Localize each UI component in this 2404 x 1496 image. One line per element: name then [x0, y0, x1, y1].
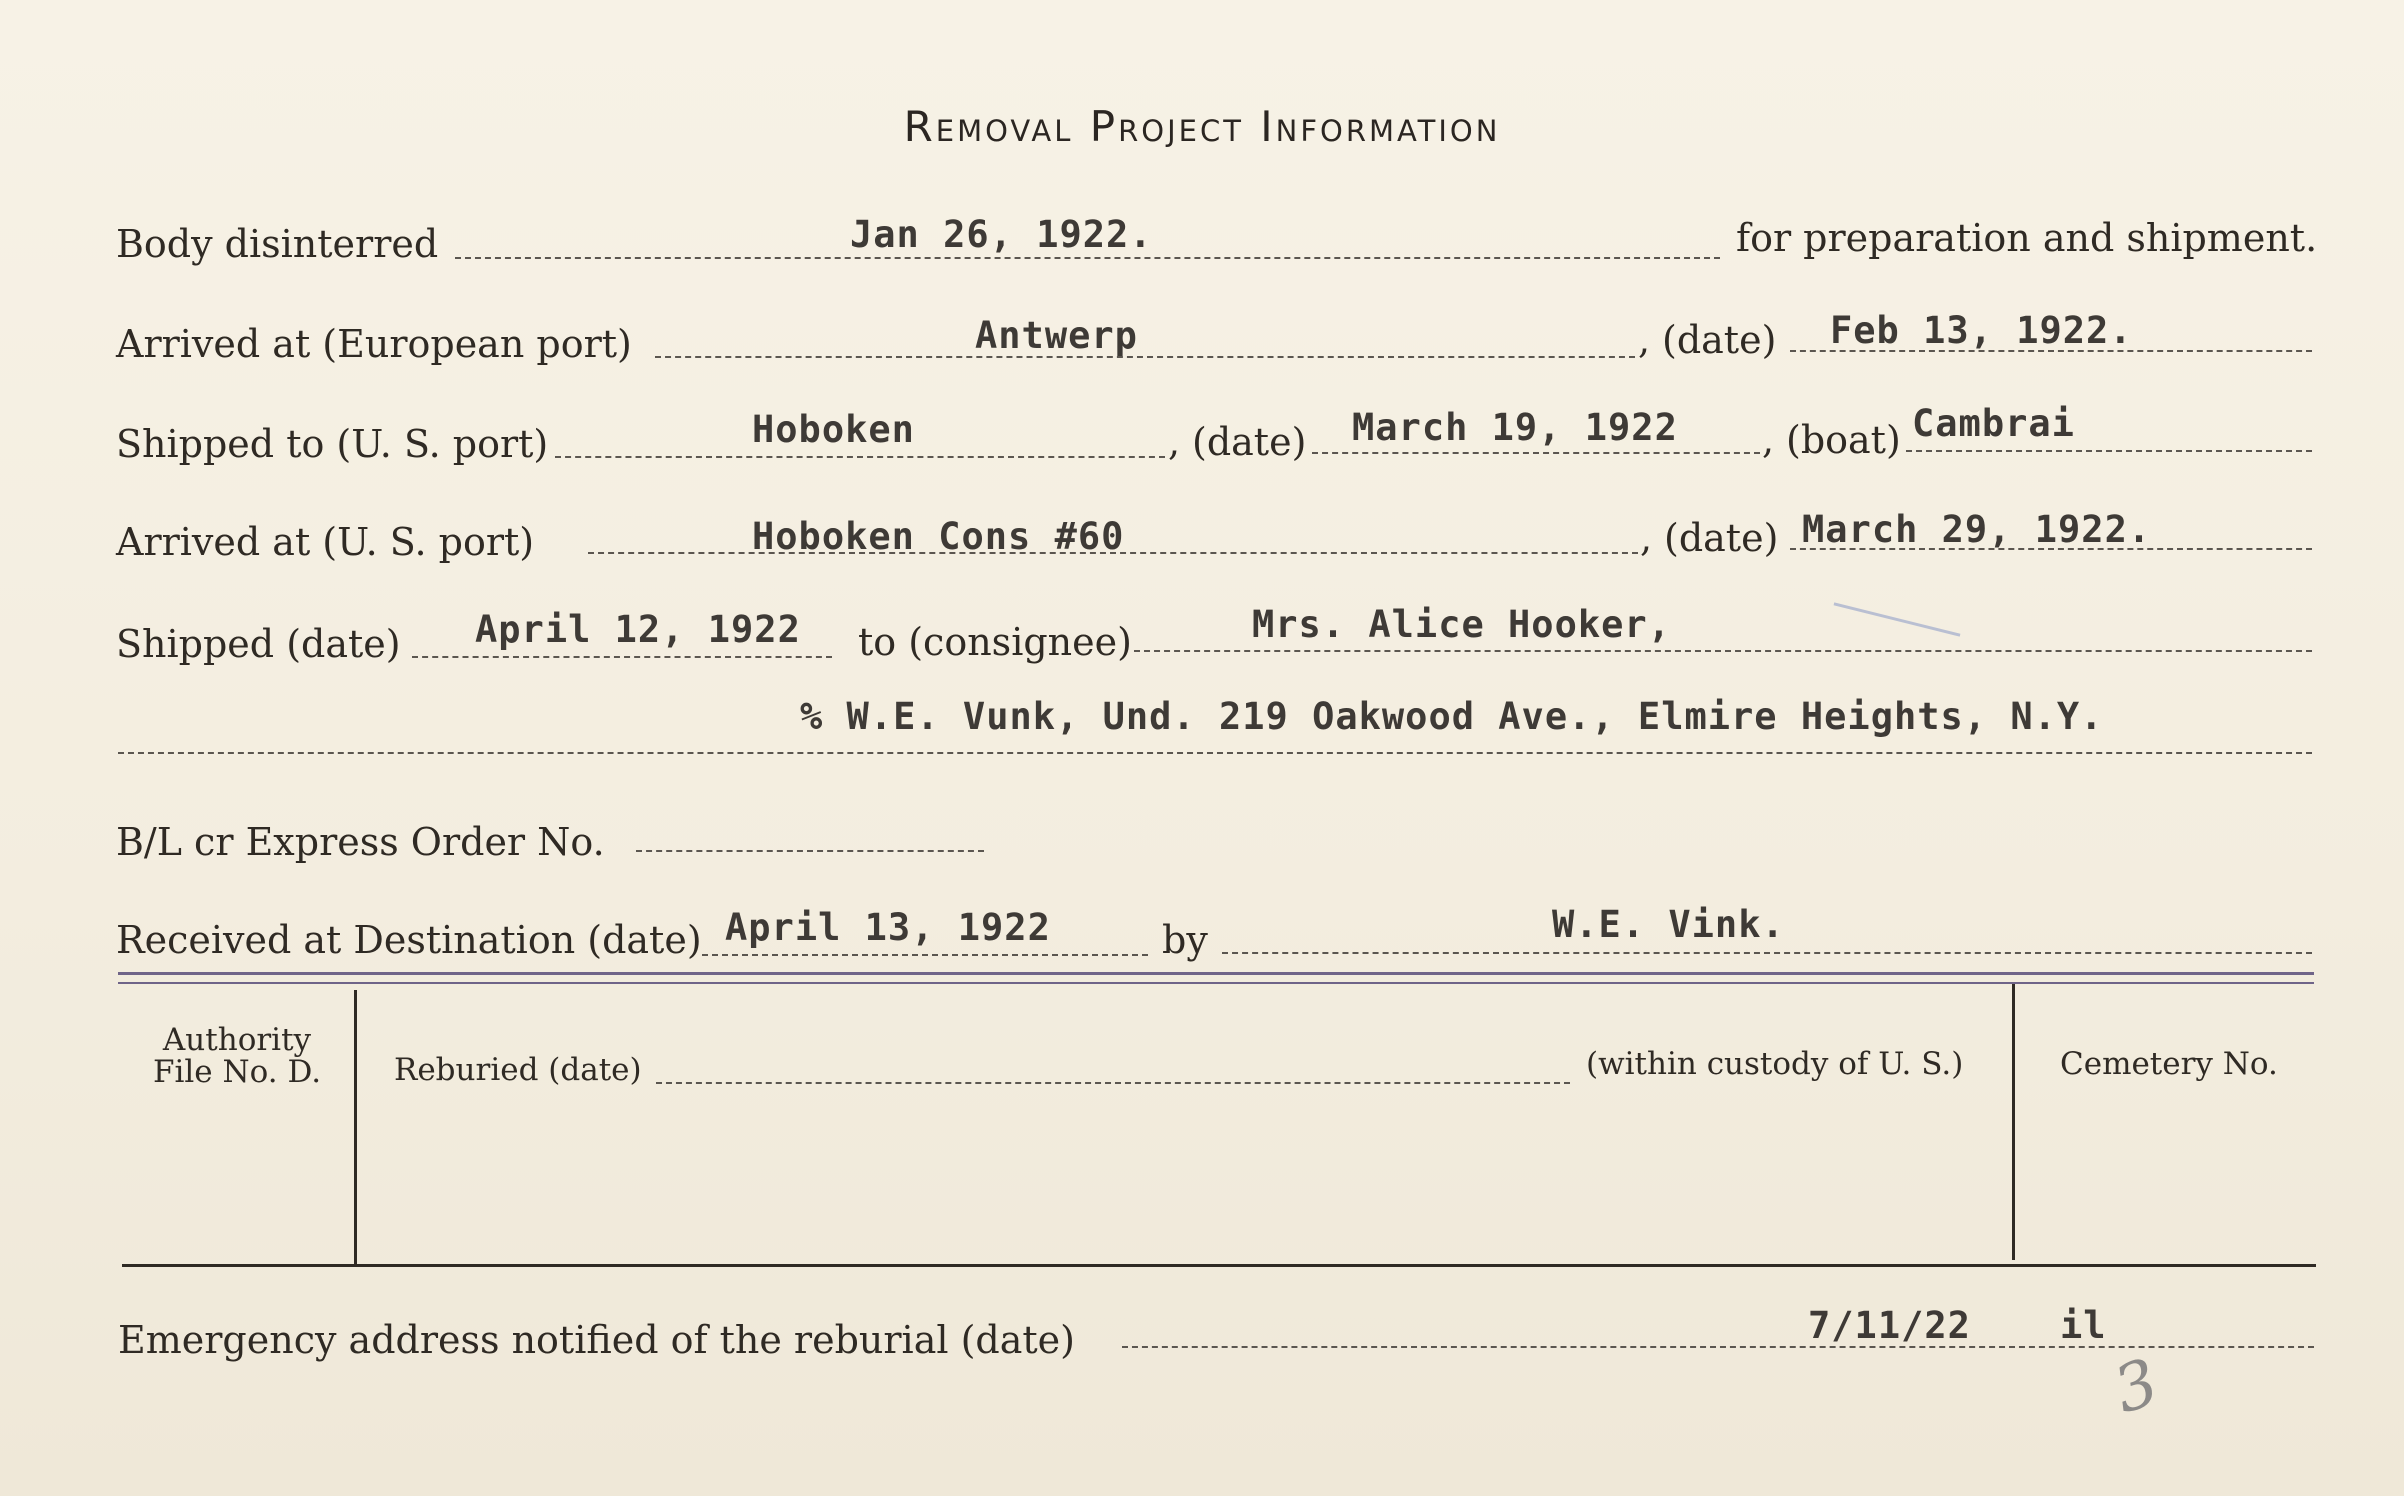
fill-line — [1134, 650, 2312, 652]
authority-label-line2: File No. D. — [152, 1054, 322, 1090]
handwritten-mark: 3 — [2105, 1345, 2168, 1429]
received-by-value: W.E. Vink. — [1552, 903, 1785, 946]
european-port-value: Antwerp — [975, 314, 1138, 357]
us-port-value: Hoboken — [752, 408, 915, 451]
fill-line — [636, 850, 984, 852]
fill-line — [455, 257, 1720, 259]
divider-rule — [118, 972, 2314, 975]
fill-line — [655, 356, 1635, 358]
comma-text: , — [1638, 318, 1651, 362]
for-preparation-label: for preparation and shipment. — [1736, 216, 2318, 260]
box-bottom-rule — [122, 1264, 2316, 1267]
form-title: Removal Project Information — [903, 102, 1501, 151]
boat-label: (boat) — [1786, 418, 1901, 462]
fill-line — [412, 656, 832, 658]
by-label: by — [1162, 918, 1208, 962]
reburied-date-label: Reburied (date) — [394, 1052, 642, 1088]
arrived-us-date-value: March 29, 1922. — [1802, 508, 2152, 551]
boat-value: Cambrai — [1912, 402, 2075, 445]
european-date-value: Feb 13, 1922. — [1830, 309, 2133, 352]
consignee-value: Mrs. Alice Hooker, — [1252, 603, 1671, 646]
to-consignee-label: to (consignee) — [858, 620, 1132, 664]
arrived-us-port-value: Hoboken Cons #60 — [752, 515, 1125, 558]
arrived-us-port-label: Arrived at (U. S. port) — [116, 520, 535, 564]
arrived-us-date-label: (date) — [1664, 516, 1779, 560]
arrived-european-port-label: Arrived at (European port) — [116, 322, 632, 366]
received-date-value: April 13, 1922 — [725, 906, 1051, 949]
bl-express-order-label: B/L cr Express Order No. — [116, 820, 605, 864]
shipped-out-date-label: Shipped (date) — [116, 622, 401, 666]
disinterred-date-value: Jan 26, 1922. — [850, 213, 1153, 256]
comma-text: , — [1168, 420, 1181, 464]
cemetery-no-label: Cemetery No. — [2060, 1046, 2278, 1082]
column-divider — [354, 990, 357, 1266]
european-date-label: (date) — [1662, 318, 1777, 362]
emergency-initials-value: il — [2060, 1304, 2107, 1347]
fill-line — [1222, 952, 2312, 954]
shipped-date-label: (date) — [1192, 420, 1307, 464]
authority-label-line1: Authority — [162, 1022, 312, 1058]
custody-label: (within custody of U. S.) — [1586, 1046, 1964, 1082]
shipped-us-port-label: Shipped to (U. S. port) — [116, 422, 549, 466]
shipped-out-date-value: April 12, 1922 — [475, 608, 801, 651]
divider-rule — [118, 982, 2314, 984]
emergency-address-label: Emergency address notified of the reburial (date) — [118, 1318, 1075, 1362]
comma-text: , — [1640, 516, 1653, 560]
comma-text: , — [1762, 418, 1775, 462]
fill-line — [702, 954, 1148, 956]
received-destination-label: Received at Destination (date) — [116, 918, 702, 962]
body-disinterred-label: Body disinterred — [116, 222, 439, 266]
fill-line — [1906, 450, 2312, 452]
pencil-mark — [1834, 602, 1961, 636]
shipped-date-value: March 19, 1922 — [1352, 406, 1678, 449]
fill-line — [555, 456, 1165, 458]
consignee-address-value: % W.E. Vunk, Und. 219 Oakwood Ave., Elmire Heights, N.Y. — [800, 695, 2104, 738]
fill-line — [656, 1082, 1570, 1084]
fill-line — [1312, 452, 1760, 454]
column-divider — [2012, 984, 2015, 1260]
emergency-date-value: 7/11/22 — [1808, 1304, 1971, 1347]
fill-line — [118, 752, 2312, 754]
